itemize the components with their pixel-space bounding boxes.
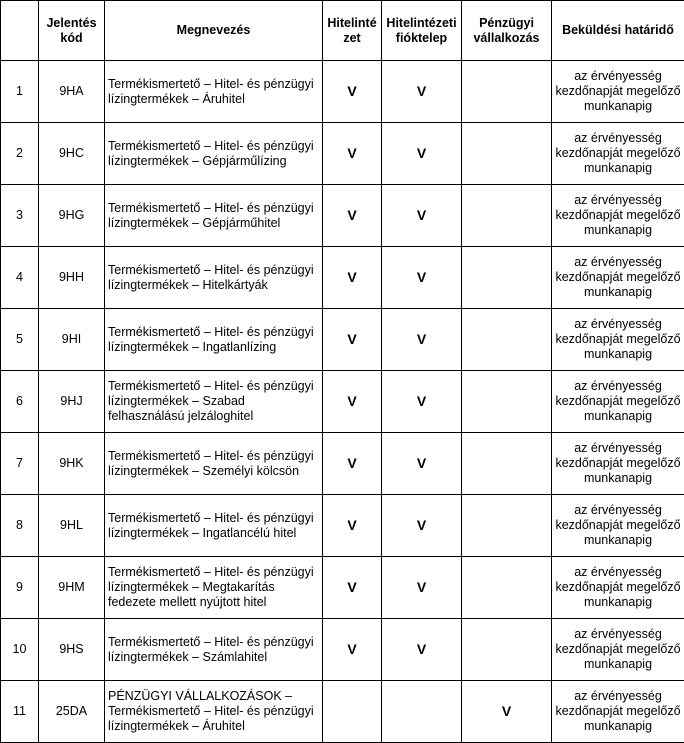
- header-fiok: Hitelintézeti fióktelep: [382, 1, 462, 61]
- cell-hitelintezet: V: [323, 371, 382, 433]
- cell-hitelintezet: V: [323, 557, 382, 619]
- table-row: [1, 619, 684, 681]
- cell-code: 9HK: [39, 433, 105, 495]
- cell-code: 9HI: [39, 309, 105, 371]
- cell-hatarido: az érvényesség kezdőnapját megelőző munkanapig: [552, 123, 684, 185]
- header-penzugyi: Pénzügyi vállalkozás: [462, 1, 552, 61]
- cell-num: 2: [1, 123, 39, 185]
- cell-code: 9HA: [39, 61, 105, 123]
- cell-hitelintezet: V: [323, 619, 382, 681]
- cell-hatarido: az érvényesség kezdőnapját megelőző munkanapig: [552, 433, 684, 495]
- cell-code: 9HJ: [39, 371, 105, 433]
- cell-name: Termékismertető – Hitel- és pénzügyi lízingtermékek – Gépjárműhitel: [105, 185, 323, 247]
- cell-name: Termékismertető – Hitel- és pénzügyi lízingtermékek – Ingatlancélú hitel: [105, 495, 323, 557]
- header-row: [1, 1, 684, 61]
- cell-code: 9HS: [39, 619, 105, 681]
- table-row: [1, 309, 684, 371]
- cell-name: Termékismertető – Hitel- és pénzügyi lízingtermékek – Megtakarítás fedezete mellett nyújtott hitel: [105, 557, 323, 619]
- cell-name: Termékismertető – Hitel- és pénzügyi lízingtermékek – Ingatlanlízing: [105, 309, 323, 371]
- table-row: [1, 185, 684, 247]
- cell-fiok: V: [382, 247, 462, 309]
- cell-fiok: V: [382, 495, 462, 557]
- cell-fiok: [382, 681, 462, 743]
- cell-num: 6: [1, 371, 39, 433]
- cell-hatarido: az érvényesség kezdőnapját megelőző munkanapig: [552, 185, 684, 247]
- cell-name: Termékismertető – Hitel- és pénzügyi lízingtermékek – Áruhitel: [105, 61, 323, 123]
- cell-penzugyi: [462, 619, 552, 681]
- table-row: [1, 247, 684, 309]
- cell-num: 5: [1, 309, 39, 371]
- cell-fiok: V: [382, 123, 462, 185]
- cell-hatarido: az érvényesség kezdőnapját megelőző munkanapig: [552, 619, 684, 681]
- cell-hitelintezet: V: [323, 123, 382, 185]
- cell-name: Termékismertető – Hitel- és pénzügyi lízingtermékek – Hitelkártyák: [105, 247, 323, 309]
- cell-fiok: V: [382, 433, 462, 495]
- table-row: [1, 433, 684, 495]
- cell-hatarido: az érvényesség kezdőnapját megelőző munkanapig: [552, 61, 684, 123]
- cell-penzugyi: [462, 185, 552, 247]
- cell-num: 8: [1, 495, 39, 557]
- cell-code: 9HG: [39, 185, 105, 247]
- cell-fiok: V: [382, 309, 462, 371]
- cell-code: 9HL: [39, 495, 105, 557]
- cell-penzugyi: [462, 495, 552, 557]
- cell-code: 9HM: [39, 557, 105, 619]
- cell-num: 9: [1, 557, 39, 619]
- cell-penzugyi: V: [462, 681, 552, 743]
- cell-name: PÉNZÜGYI VÁLLALKOZÁSOK – Termékismertető – Hitel- és pénzügyi lízingtermékek – Áruhitel: [105, 681, 323, 743]
- cell-penzugyi: [462, 61, 552, 123]
- cell-penzugyi: [462, 309, 552, 371]
- cell-hatarido: az érvényesség kezdőnapját megelőző munkanapig: [552, 681, 684, 743]
- cell-fiok: V: [382, 557, 462, 619]
- cell-num: 1: [1, 61, 39, 123]
- cell-num: 4: [1, 247, 39, 309]
- table-row: [1, 557, 684, 619]
- cell-hatarido: az érvényesség kezdőnapját megelőző munkanapig: [552, 247, 684, 309]
- cell-fiok: V: [382, 61, 462, 123]
- cell-penzugyi: [462, 247, 552, 309]
- cell-num: 11: [1, 681, 39, 743]
- cell-penzugyi: [462, 433, 552, 495]
- header-code: Jelentés kód: [39, 1, 105, 61]
- table-row: [1, 61, 684, 123]
- cell-hitelintezet: V: [323, 433, 382, 495]
- cell-hitelintezet: V: [323, 185, 382, 247]
- cell-hitelintezet: V: [323, 495, 382, 557]
- cell-name: Termékismertető – Hitel- és pénzügyi lízingtermékek – Személyi kölcsön: [105, 433, 323, 495]
- cell-penzugyi: [462, 371, 552, 433]
- cell-penzugyi: [462, 557, 552, 619]
- cell-num: 7: [1, 433, 39, 495]
- header-hitelintezet: Hitelinté zet: [323, 1, 382, 61]
- cell-fiok: V: [382, 371, 462, 433]
- cell-hatarido: az érvényesség kezdőnapját megelőző munkanapig: [552, 495, 684, 557]
- cell-fiok: V: [382, 619, 462, 681]
- cell-hatarido: az érvényesség kezdőnapját megelőző munkanapig: [552, 371, 684, 433]
- cell-hitelintezet: V: [323, 309, 382, 371]
- table-row: [1, 123, 684, 185]
- cell-code: 9HC: [39, 123, 105, 185]
- cell-name: Termékismertető – Hitel- és pénzügyi lízingtermékek – Szabad felhasználású jelzáloghitel: [105, 371, 323, 433]
- header-num: [1, 1, 39, 61]
- cell-name: Termékismertető – Hitel- és pénzügyi lízingtermékek – Gépjárműlízing: [105, 123, 323, 185]
- header-hatarido: Beküldési határidő: [552, 1, 684, 61]
- cell-hatarido: az érvényesség kezdőnapját megelőző munkanapig: [552, 309, 684, 371]
- cell-num: 3: [1, 185, 39, 247]
- header-name: Megnevezés: [105, 1, 323, 61]
- table-row: [1, 681, 684, 743]
- cell-penzugyi: [462, 123, 552, 185]
- cell-name: Termékismertető – Hitel- és pénzügyi lízingtermékek – Számlahitel: [105, 619, 323, 681]
- cell-hitelintezet: V: [323, 61, 382, 123]
- table-row: [1, 371, 684, 433]
- cell-num: 10: [1, 619, 39, 681]
- cell-hatarido: az érvényesség kezdőnapját megelőző munkanapig: [552, 557, 684, 619]
- cell-fiok: V: [382, 185, 462, 247]
- cell-code: 9HH: [39, 247, 105, 309]
- cell-code: 25DA: [39, 681, 105, 743]
- cell-hitelintezet: V: [323, 247, 382, 309]
- table-row: [1, 495, 684, 557]
- cell-hitelintezet: [323, 681, 382, 743]
